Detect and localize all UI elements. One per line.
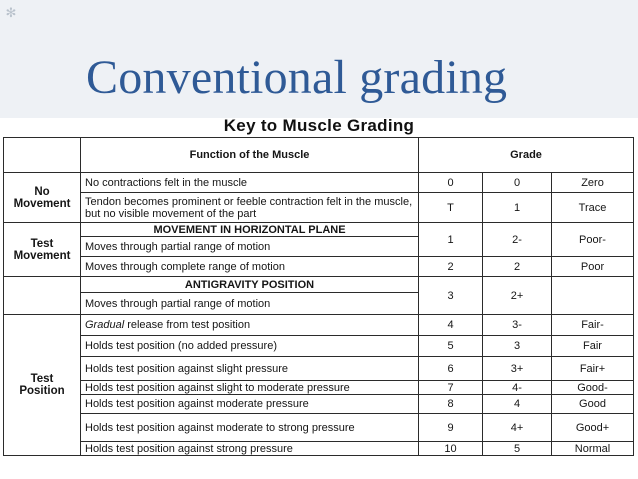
table-row (4, 395, 634, 414)
table-row (4, 193, 634, 223)
function-cell: Holds test position against slight to moderate pressure (81, 381, 419, 395)
grade-word-cell: Good+ (552, 414, 634, 442)
table-row (4, 277, 634, 293)
function-lead-text: Gradual (85, 319, 125, 331)
grade-word-cell: Good (552, 395, 634, 414)
function-cell: No contractions felt in the muscle (81, 173, 419, 193)
slide-title: Conventional grading (86, 51, 508, 104)
function-cell: Holds test position against moderate to strong pressure (81, 414, 419, 442)
function-cell: Holds test position against slight pressure (81, 357, 419, 381)
grade-numeric-cell (419, 277, 483, 315)
grade-scale-cell: 4- (483, 381, 552, 395)
table-row (4, 173, 634, 193)
function-cell: Moves through complete range of motion (81, 257, 419, 277)
grade-scale-value: 2- (512, 233, 522, 246)
table-row (4, 414, 634, 442)
grade-scale-cell: 3 (483, 336, 552, 357)
table-row (4, 223, 634, 237)
grade-word-cell: Normal (552, 442, 634, 456)
grade-scale-cell: 4 (483, 395, 552, 414)
subheader-horizontal-plane: MOVEMENT IN HORIZONTAL PLANE (81, 223, 419, 237)
grade-word-cell: Fair (552, 336, 634, 357)
grade-numeric-value: 1 (447, 233, 454, 246)
function-cell (81, 315, 419, 336)
function-cell: Holds test position against strong pressure (81, 442, 419, 456)
table-header-row (4, 138, 634, 173)
function-cell: Holds test position against moderate pressure (81, 395, 419, 414)
subheader-antigravity: ANTIGRAVITY POSITION (81, 277, 419, 293)
grade-word-cell: Zero (552, 173, 634, 193)
grade-numeric-cell: T (419, 193, 483, 223)
grade-word-cell (552, 277, 634, 315)
muscle-grading-table (3, 137, 634, 456)
grade-numeric-cell: 4 (419, 315, 483, 336)
function-cell: Tendon becomes prominent or feeble contraction felt in the muscle, but no visible movement of the part (81, 193, 419, 223)
grade-word-value: Poor- (579, 233, 606, 246)
grade-scale-cell: 2 (483, 257, 552, 277)
grade-word-cell: Good- (552, 381, 634, 395)
table-corner-cell (4, 138, 81, 173)
grade-scale-cell: 3+ (483, 357, 552, 381)
table-row (4, 336, 634, 357)
grade-numeric-cell: 5 (419, 336, 483, 357)
grade-scale-cell: 0 (483, 173, 552, 193)
grade-word-cell: Poor (552, 257, 634, 277)
table-row (4, 315, 634, 336)
grade-scale-cell (483, 223, 552, 257)
grade-word-cell: Fair- (552, 315, 634, 336)
function-cell: Moves through partial range of motion (81, 293, 419, 315)
group-test-position: Test Position (4, 315, 81, 456)
function-text: release from test position (124, 319, 251, 331)
grade-scale-cell: 1 (483, 193, 552, 223)
grade-numeric-cell: 2 (419, 257, 483, 277)
grade-numeric-cell: 8 (419, 395, 483, 414)
function-column-header: Function of the Muscle (81, 138, 419, 173)
slide-header (0, 0, 638, 118)
grade-word-cell: Trace (552, 193, 634, 223)
grade-numeric-value: 3 (447, 289, 454, 302)
grade-numeric-cell (419, 223, 483, 257)
table-heading: Key to Muscle Grading (223, 116, 415, 135)
function-cell: Moves through partial range of motion (81, 237, 419, 257)
grade-numeric-cell: 10 (419, 442, 483, 456)
function-cell: Holds test position (no added pressure) (81, 336, 419, 357)
grade-numeric-cell: 7 (419, 381, 483, 395)
table-row (4, 257, 634, 277)
grade-scale-cell (483, 277, 552, 315)
grade-scale-cell: 5 (483, 442, 552, 456)
group-no-movement: No Movement (4, 173, 81, 223)
grade-scale-cell: 4+ (483, 414, 552, 442)
table-blank-cell (4, 277, 81, 315)
grade-numeric-cell: 9 (419, 414, 483, 442)
grade-scale-value: 2+ (510, 289, 524, 302)
table-row (4, 357, 634, 381)
grade-scale-cell: 3- (483, 315, 552, 336)
group-test-movement: Test Movement (4, 223, 81, 277)
grade-numeric-cell: 6 (419, 357, 483, 381)
table-row (4, 381, 634, 395)
grade-numeric-cell: 0 (419, 173, 483, 193)
grade-word-cell (552, 223, 634, 257)
grade-word-cell: Fair+ (552, 357, 634, 381)
grade-column-header: Grade (419, 138, 634, 173)
decorative-corner-icon: ✻ (5, 5, 17, 20)
table-row (4, 442, 634, 456)
